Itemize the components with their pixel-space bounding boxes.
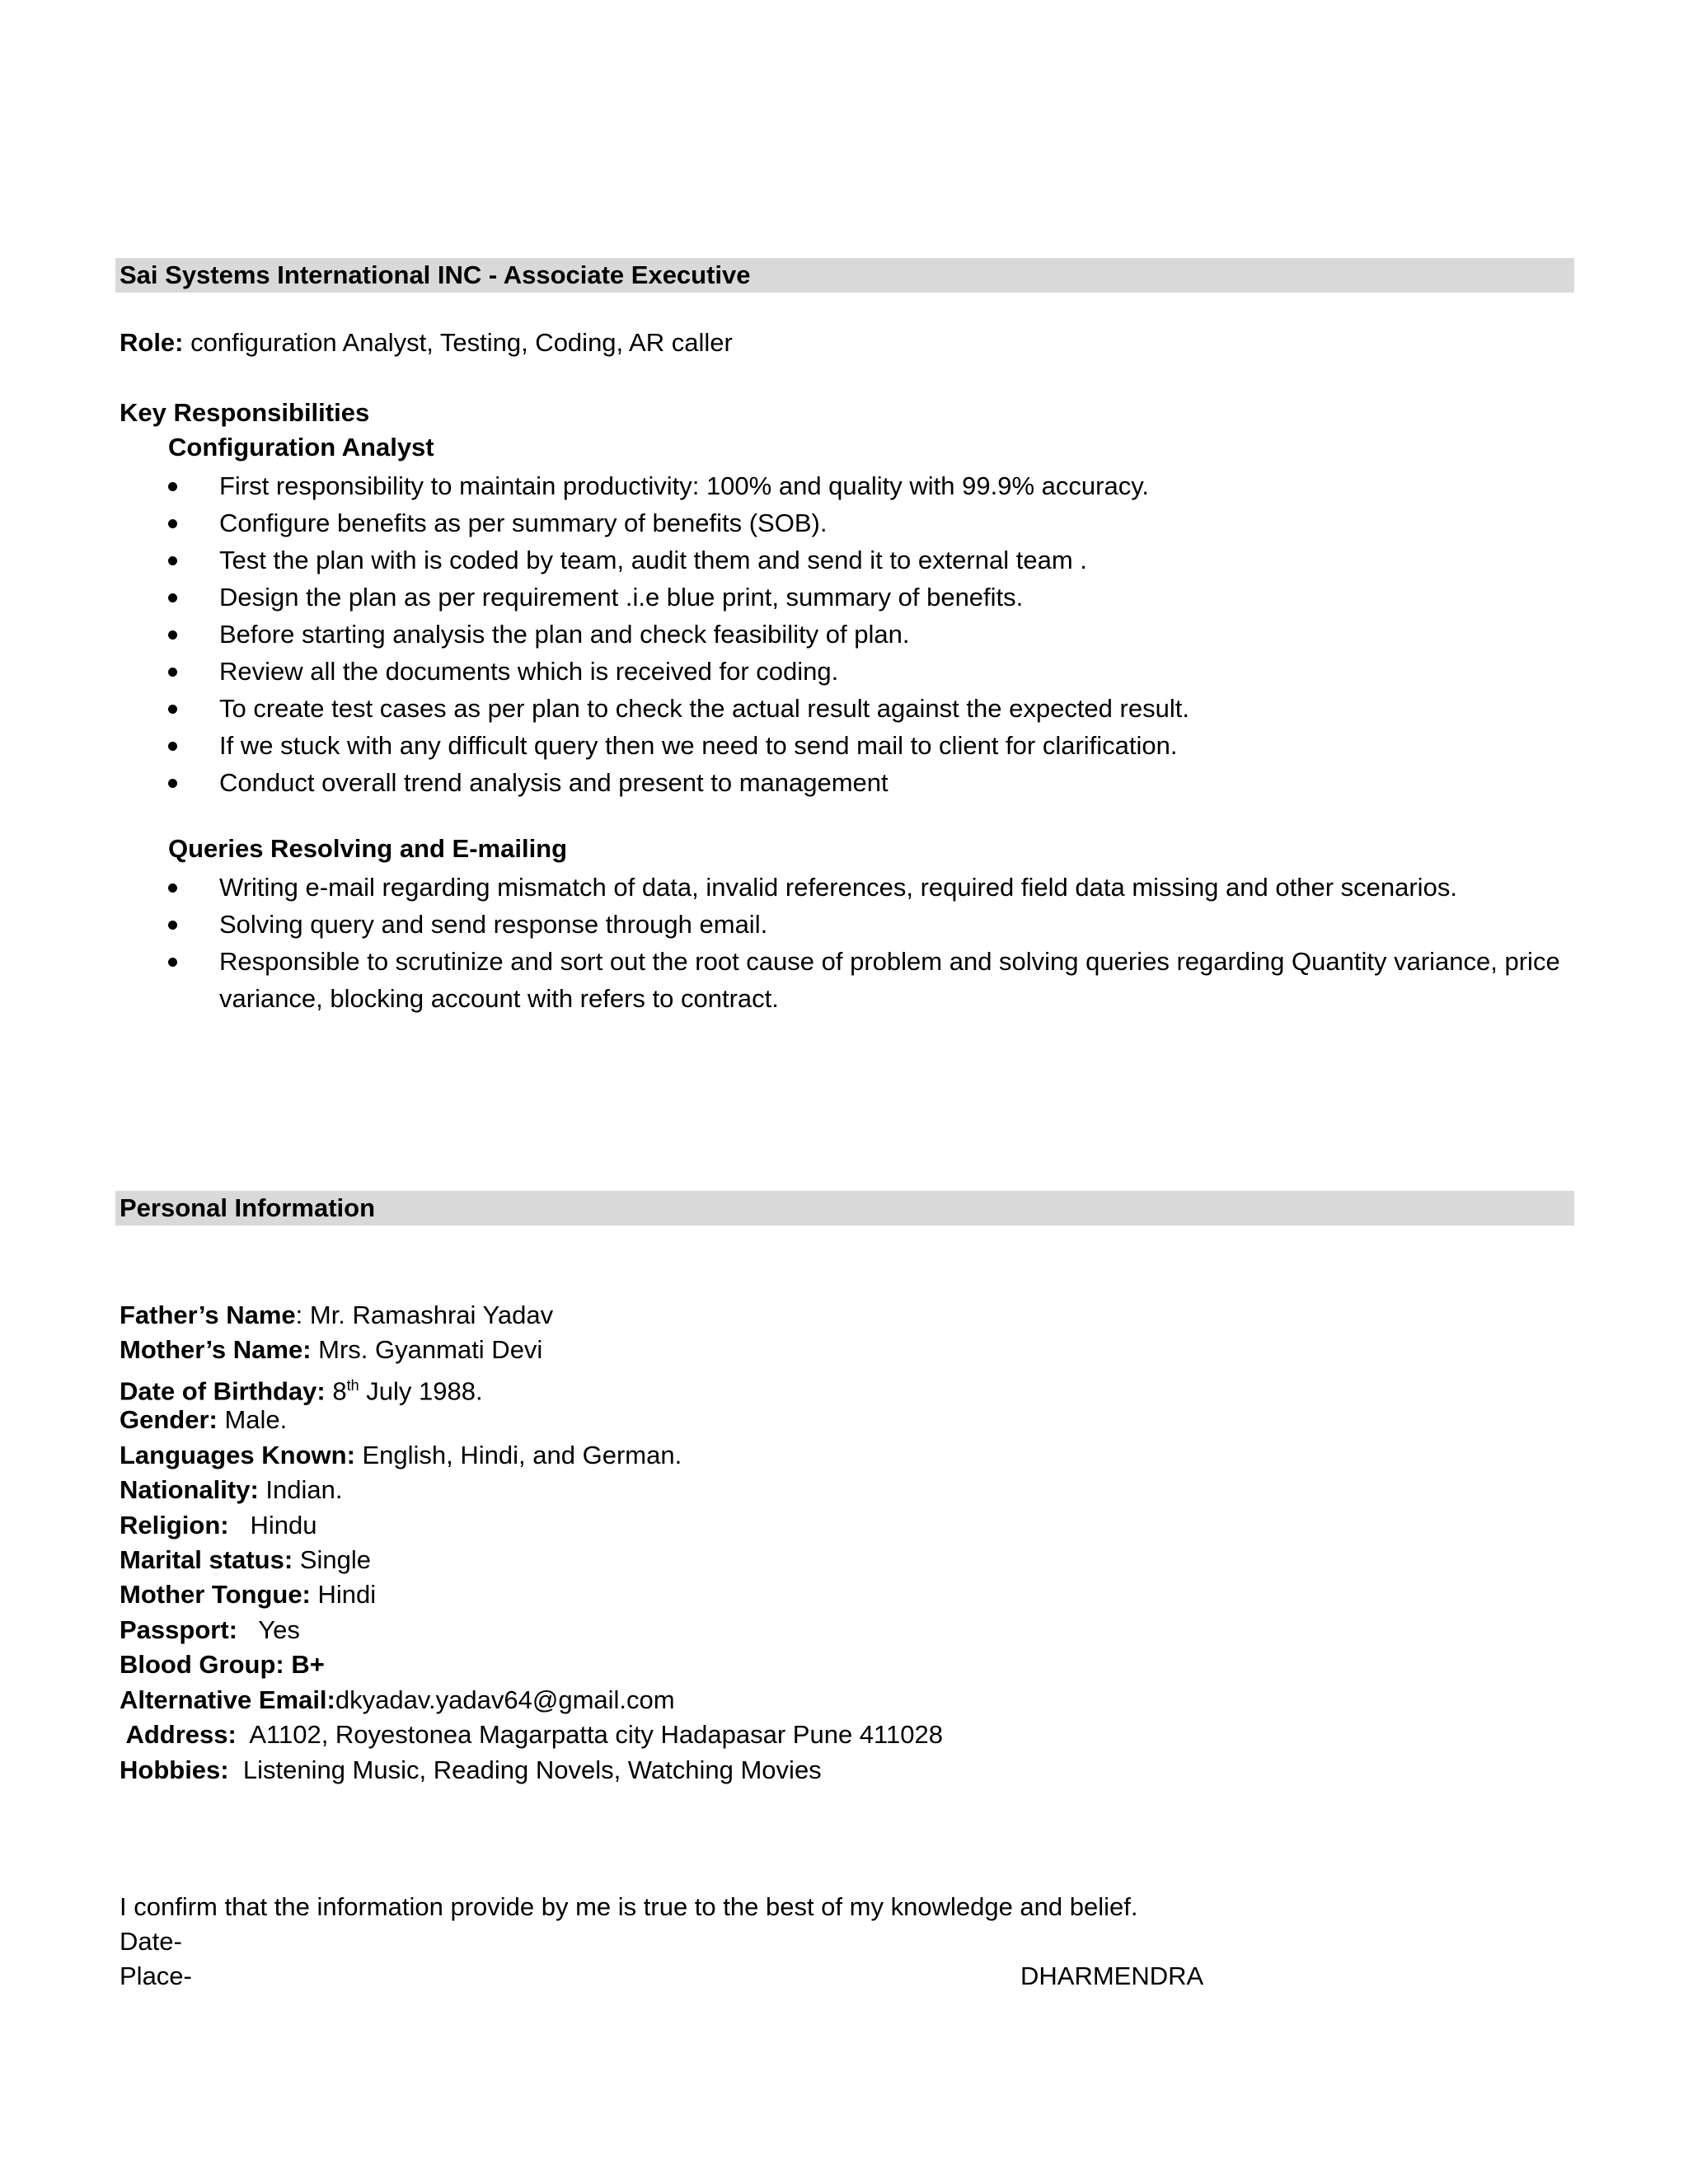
- bullet-icon: [168, 883, 177, 893]
- bullet-icon: [168, 921, 177, 930]
- nationality-line: Nationality: Indian.: [120, 1475, 343, 1504]
- list-item: If we stuck with any difficult query then we need to send mail to client for clarification.: [168, 727, 1189, 764]
- configuration-analyst-title: Configuration Analyst: [168, 433, 434, 462]
- personal-info-header-text: Personal Information: [120, 1193, 376, 1222]
- role-line: [120, 328, 733, 358]
- bullet-icon: [168, 519, 177, 528]
- list-item: Writing e-mail regarding mismatch of data, invalid references, required field data missing and other scenarios.: [168, 869, 1579, 906]
- queries-title: Queries Resolving and E-mailing: [168, 834, 568, 863]
- key-responsibilities-title: Key Responsibilities: [120, 398, 370, 427]
- list-item: Solving query and send response through email.: [168, 906, 1579, 943]
- list-item: To create test cases as per plan to check the actual result against the expected result.: [168, 690, 1189, 727]
- blood-group-line: Blood Group: B+: [120, 1650, 325, 1679]
- gender-line: Gender: Male.: [120, 1405, 288, 1434]
- list-item: First responsibility to maintain productivity: 100% and quality with 99.9% accuracy.: [168, 467, 1189, 504]
- mother-tongue-line: Mother Tongue: Hindi: [120, 1580, 377, 1609]
- signature-name: DHARMENDRA: [1020, 1961, 1204, 1990]
- list-item: Conduct overall trend analysis and present to management: [168, 764, 1189, 801]
- role-label: Role:: [120, 328, 184, 357]
- list-item: Design the plan as per requirement .i.e blue print, summary of benefits.: [168, 579, 1189, 616]
- bullet-icon: [168, 593, 177, 602]
- declaration-text: I confirm that the information provide by me is true to the best of my knowledge and belief.: [120, 1892, 1138, 1921]
- experience-header-text: Sai Systems International INC - Associate Executive: [120, 260, 751, 289]
- list-item: Test the plan with is coded by team, audit them and send it to external team .: [168, 541, 1189, 579]
- bullet-icon: [168, 482, 177, 491]
- list-item: Responsible to scrutinize and sort out the root cause of problem and solving queries regarding Quantity variance, price variance, blocking account with refers to contract.: [168, 943, 1579, 1017]
- personal-info-header: [115, 1191, 1574, 1226]
- experience-header: [115, 258, 1574, 293]
- bullet-icon: [168, 705, 177, 714]
- role-value: configuration Analyst, Testing, Coding, AR caller: [190, 328, 733, 357]
- place-label: Place-: [120, 1961, 192, 1990]
- religion-line: Religion: Hindu: [120, 1511, 317, 1540]
- father-name-line: Father’s Name: Mr. Ramashrai Yadav: [120, 1301, 554, 1329]
- list-item: Configure benefits as per summary of benefits (SOB).: [168, 504, 1189, 541]
- languages-line: Languages Known: English, Hindi, and German.: [120, 1441, 682, 1469]
- bullet-icon: [168, 779, 177, 788]
- bullet-icon: [168, 958, 177, 967]
- address-line: Address: A1102, Royestonea Magarpatta city Hadapasar Pune 411028: [120, 1720, 943, 1749]
- config-responsibilities-list: [168, 467, 1189, 801]
- passport-line: Passport: Yes: [120, 1615, 300, 1644]
- date-label: Date-: [120, 1927, 182, 1956]
- bullet-icon: [168, 630, 177, 640]
- bullet-icon: [168, 668, 177, 677]
- mother-name-line: Mother’s Name: Mrs. Gyanmati Devi: [120, 1335, 543, 1364]
- marital-status-line: Marital status: Single: [120, 1545, 371, 1574]
- list-item: Review all the documents which is received for coding.: [168, 653, 1189, 690]
- email-link[interactable]: dkyadav.yadav64@gmail.com: [335, 1685, 675, 1714]
- list-item: Before starting analysis the plan and check feasibility of plan.: [168, 616, 1189, 653]
- hobbies-line: Hobbies: Listening Music, Reading Novels, Watching Movies: [120, 1755, 822, 1784]
- bullet-icon: [168, 742, 177, 751]
- dob-line: Date of Birthday: 8th July 1988.: [120, 1376, 483, 1406]
- queries-list: [168, 869, 1579, 1017]
- alternative-email-line: Alternative Email:dkyadav.yadav64@gmail.com: [120, 1685, 675, 1714]
- bullet-icon: [168, 556, 177, 565]
